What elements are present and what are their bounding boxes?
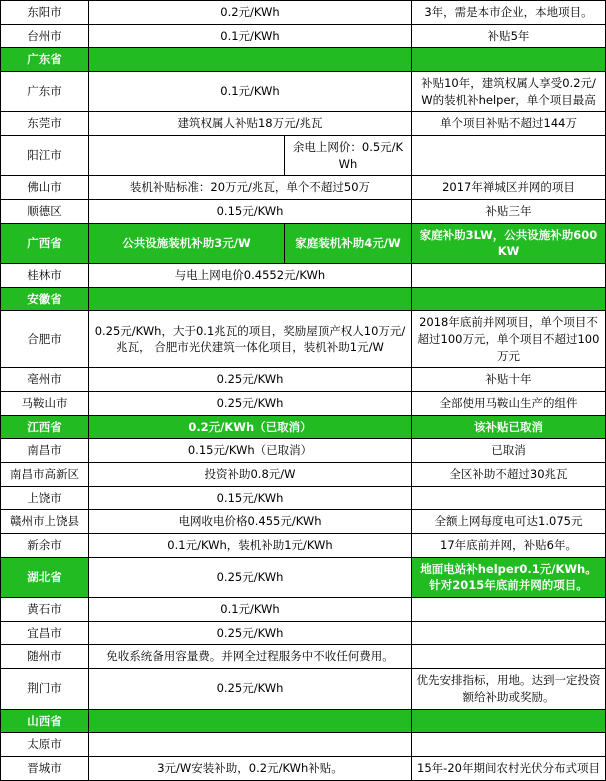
region-cell[interactable]: 山西省 [1, 709, 89, 733]
note-cell[interactable] [412, 48, 606, 72]
subsidy-cell[interactable]: 与电上网电价0.4552元/KWh [89, 264, 412, 288]
region-cell[interactable]: 随州市 [1, 645, 89, 669]
note-cell[interactable] [412, 287, 606, 311]
note-cell[interactable] [412, 264, 606, 288]
subsidy-cell[interactable]: 0.25元/KWh [89, 621, 412, 645]
subsidy-cell[interactable]: 0.25元/KWh [89, 669, 412, 709]
region-cell[interactable]: 台州市 [1, 24, 89, 48]
region-cell[interactable]: 东阳市 [1, 1, 89, 25]
region-cell[interactable]: 赣州市上饶县 [1, 510, 89, 534]
note-cell[interactable]: 17年底前并网，补贴6年。 [412, 534, 606, 558]
subsidy-cell[interactable] [89, 709, 412, 733]
table-row [1, 1, 606, 25]
region-cell[interactable]: 新余市 [1, 534, 89, 558]
note-cell[interactable]: 3年，需是本市企业，本地项目。 [412, 1, 606, 25]
region-cell[interactable]: 南昌市高新区 [1, 463, 89, 487]
table-row [1, 287, 606, 311]
subsidy-cell[interactable]: 0.2元/KWh [89, 1, 412, 25]
note-cell[interactable]: 单个项目补贴不超过144万 [412, 112, 606, 136]
table-row [1, 72, 606, 112]
region-cell[interactable]: 上饶市 [1, 486, 89, 510]
subsidy-cell[interactable]: 装机补贴标准：20万元/兆瓦，单个不超过50万 [89, 176, 412, 200]
subsidy-cell[interactable]: 0.15元/KWh（已取消） [89, 439, 412, 463]
table-body [1, 1, 606, 781]
subsidy-cell[interactable]: 0.1元/KWh [89, 72, 412, 112]
table-row [1, 439, 606, 463]
table-row [1, 645, 606, 669]
table-row [1, 463, 606, 487]
subsidy-cell[interactable]: 电网收电价格0.455元/KWh [89, 510, 412, 534]
note-cell[interactable] [412, 136, 606, 176]
subsidy-cell[interactable]: 投资补助0.8元/W [89, 463, 412, 487]
table-row [1, 709, 606, 733]
note-cell[interactable]: 优先安排指标，用地。达到一定投资额给补助或奖励。 [412, 669, 606, 709]
subsidy-cell[interactable]: 0.15元/KWh [89, 200, 412, 224]
subsidy-cell[interactable]: 公共设施装机补助3元/W [89, 223, 285, 263]
note-cell[interactable] [412, 621, 606, 645]
region-cell[interactable]: 广东省 [1, 48, 89, 72]
region-cell[interactable]: 黄石市 [1, 598, 89, 622]
table-row [1, 621, 606, 645]
note-cell[interactable]: 该补贴已取消 [412, 415, 606, 439]
subsidy-cell[interactable]: 0.2元/KWh（已取消） [89, 415, 412, 439]
note-cell[interactable]: 地面电站补helper0.1元/KWh。针对2015年底前并网的项目。 [412, 557, 606, 597]
note-cell[interactable]: 补贴十年 [412, 368, 606, 392]
note-cell[interactable] [412, 733, 606, 757]
region-cell[interactable]: 晋城市 [1, 756, 89, 780]
note-cell[interactable]: 已取消 [412, 439, 606, 463]
region-cell[interactable]: 安徽省 [1, 287, 89, 311]
region-cell[interactable]: 顺德区 [1, 200, 89, 224]
region-cell[interactable]: 东莞市 [1, 112, 89, 136]
region-cell[interactable]: 荆门市 [1, 669, 89, 709]
subsidy-cell[interactable] [89, 48, 412, 72]
note-cell[interactable]: 补贴5年 [412, 24, 606, 48]
note-cell[interactable] [412, 598, 606, 622]
region-cell[interactable]: 亳州市 [1, 368, 89, 392]
note-cell[interactable]: 补贴三年 [412, 200, 606, 224]
note-cell[interactable]: 家庭补助3LW，公共设施补助600KW [412, 223, 606, 263]
region-cell[interactable]: 广东市 [1, 72, 89, 112]
subsidy-cell[interactable]: 免收系统备用容量费。并网全过程服务中不收任何费用。 [89, 645, 412, 669]
subsidy-cell[interactable]: 0.25元/KWh [89, 368, 412, 392]
subsidy-cell[interactable]: 0.1元/KWh，装机补助1元/KWh [89, 534, 412, 558]
region-cell[interactable]: 桂林市 [1, 264, 89, 288]
subsidy-cell[interactable] [89, 287, 412, 311]
region-cell[interactable]: 太原市 [1, 733, 89, 757]
table-row [1, 534, 606, 558]
subsidy-cell[interactable]: 0.25元/KWh [89, 557, 412, 597]
note-cell[interactable] [412, 709, 606, 733]
table-row [1, 176, 606, 200]
region-cell[interactable]: 合肥市 [1, 311, 89, 368]
subsidy-cell[interactable]: 余电上网价：0.5元/KWh [285, 136, 412, 176]
subsidy-cell[interactable]: 0.1元/KWh [89, 598, 412, 622]
table-row [1, 24, 606, 48]
note-cell[interactable]: 2017年禅城区并网的项目 [412, 176, 606, 200]
note-cell[interactable]: 全部使用马鞍山生产的组件 [412, 392, 606, 416]
region-cell[interactable]: 广西省 [1, 223, 89, 263]
table-row [1, 756, 606, 780]
table-row [1, 415, 606, 439]
note-cell[interactable] [412, 486, 606, 510]
note-cell[interactable]: 2018年底前并网项目，单个项目不超过100万元，单个项目不超过100万元 [412, 311, 606, 368]
table-row [1, 557, 606, 597]
table-row [1, 311, 606, 368]
table-row [1, 510, 606, 534]
table-row [1, 669, 606, 709]
region-cell[interactable]: 湖北省 [1, 557, 89, 597]
subsidy-cell[interactable] [89, 733, 412, 757]
subsidy-cell[interactable]: 0.25元/KWh [89, 392, 412, 416]
region-cell[interactable]: 马鞍山市 [1, 392, 89, 416]
table-row [1, 392, 606, 416]
subsidy-cell[interactable] [89, 136, 285, 176]
table-row [1, 368, 606, 392]
subsidy-cell[interactable]: 0.25元/KWh，大于0.1兆瓦的项目，奖励屋顶产权人10万元/兆瓦， 合肥市光伏建筑一体化项目，装机补助1元/W [89, 311, 412, 368]
region-cell[interactable]: 南昌市 [1, 439, 89, 463]
table-row [1, 112, 606, 136]
subsidy-cell[interactable]: 3元/W安装补助，0.2元/KWh补贴。 [89, 756, 412, 780]
subsidy-cell[interactable]: 建筑权属人补贴18万元/兆瓦 [89, 112, 412, 136]
note-cell[interactable]: 15年-20年期间农村光伏分布式项目 [412, 756, 606, 780]
region-cell[interactable]: 宜昌市 [1, 621, 89, 645]
note-cell[interactable]: 全额上网每度电可达1.075元 [412, 510, 606, 534]
region-cell[interactable]: 江西省 [1, 415, 89, 439]
table-row [1, 136, 606, 176]
table-row [1, 733, 606, 757]
note-cell[interactable]: 全区补助不超过30兆瓦 [412, 463, 606, 487]
note-cell[interactable] [412, 645, 606, 669]
subsidy-cell[interactable]: 0.15元/KWh [89, 486, 412, 510]
subsidy-cell[interactable]: 0.1元/KWh [89, 24, 412, 48]
subsidy-cell[interactable]: 家庭装机补助4元/W [285, 223, 412, 263]
table-row [1, 48, 606, 72]
note-cell[interactable]: 补贴10年，建筑权属人享受0.2元/W的装机补helper，单个项目最高 [412, 72, 606, 112]
table-row [1, 200, 606, 224]
table-row [1, 264, 606, 288]
region-cell[interactable]: 阳江市 [1, 136, 89, 176]
table-row [1, 598, 606, 622]
region-cell[interactable]: 佛山市 [1, 176, 89, 200]
table-row [1, 223, 606, 263]
table-row [1, 486, 606, 510]
